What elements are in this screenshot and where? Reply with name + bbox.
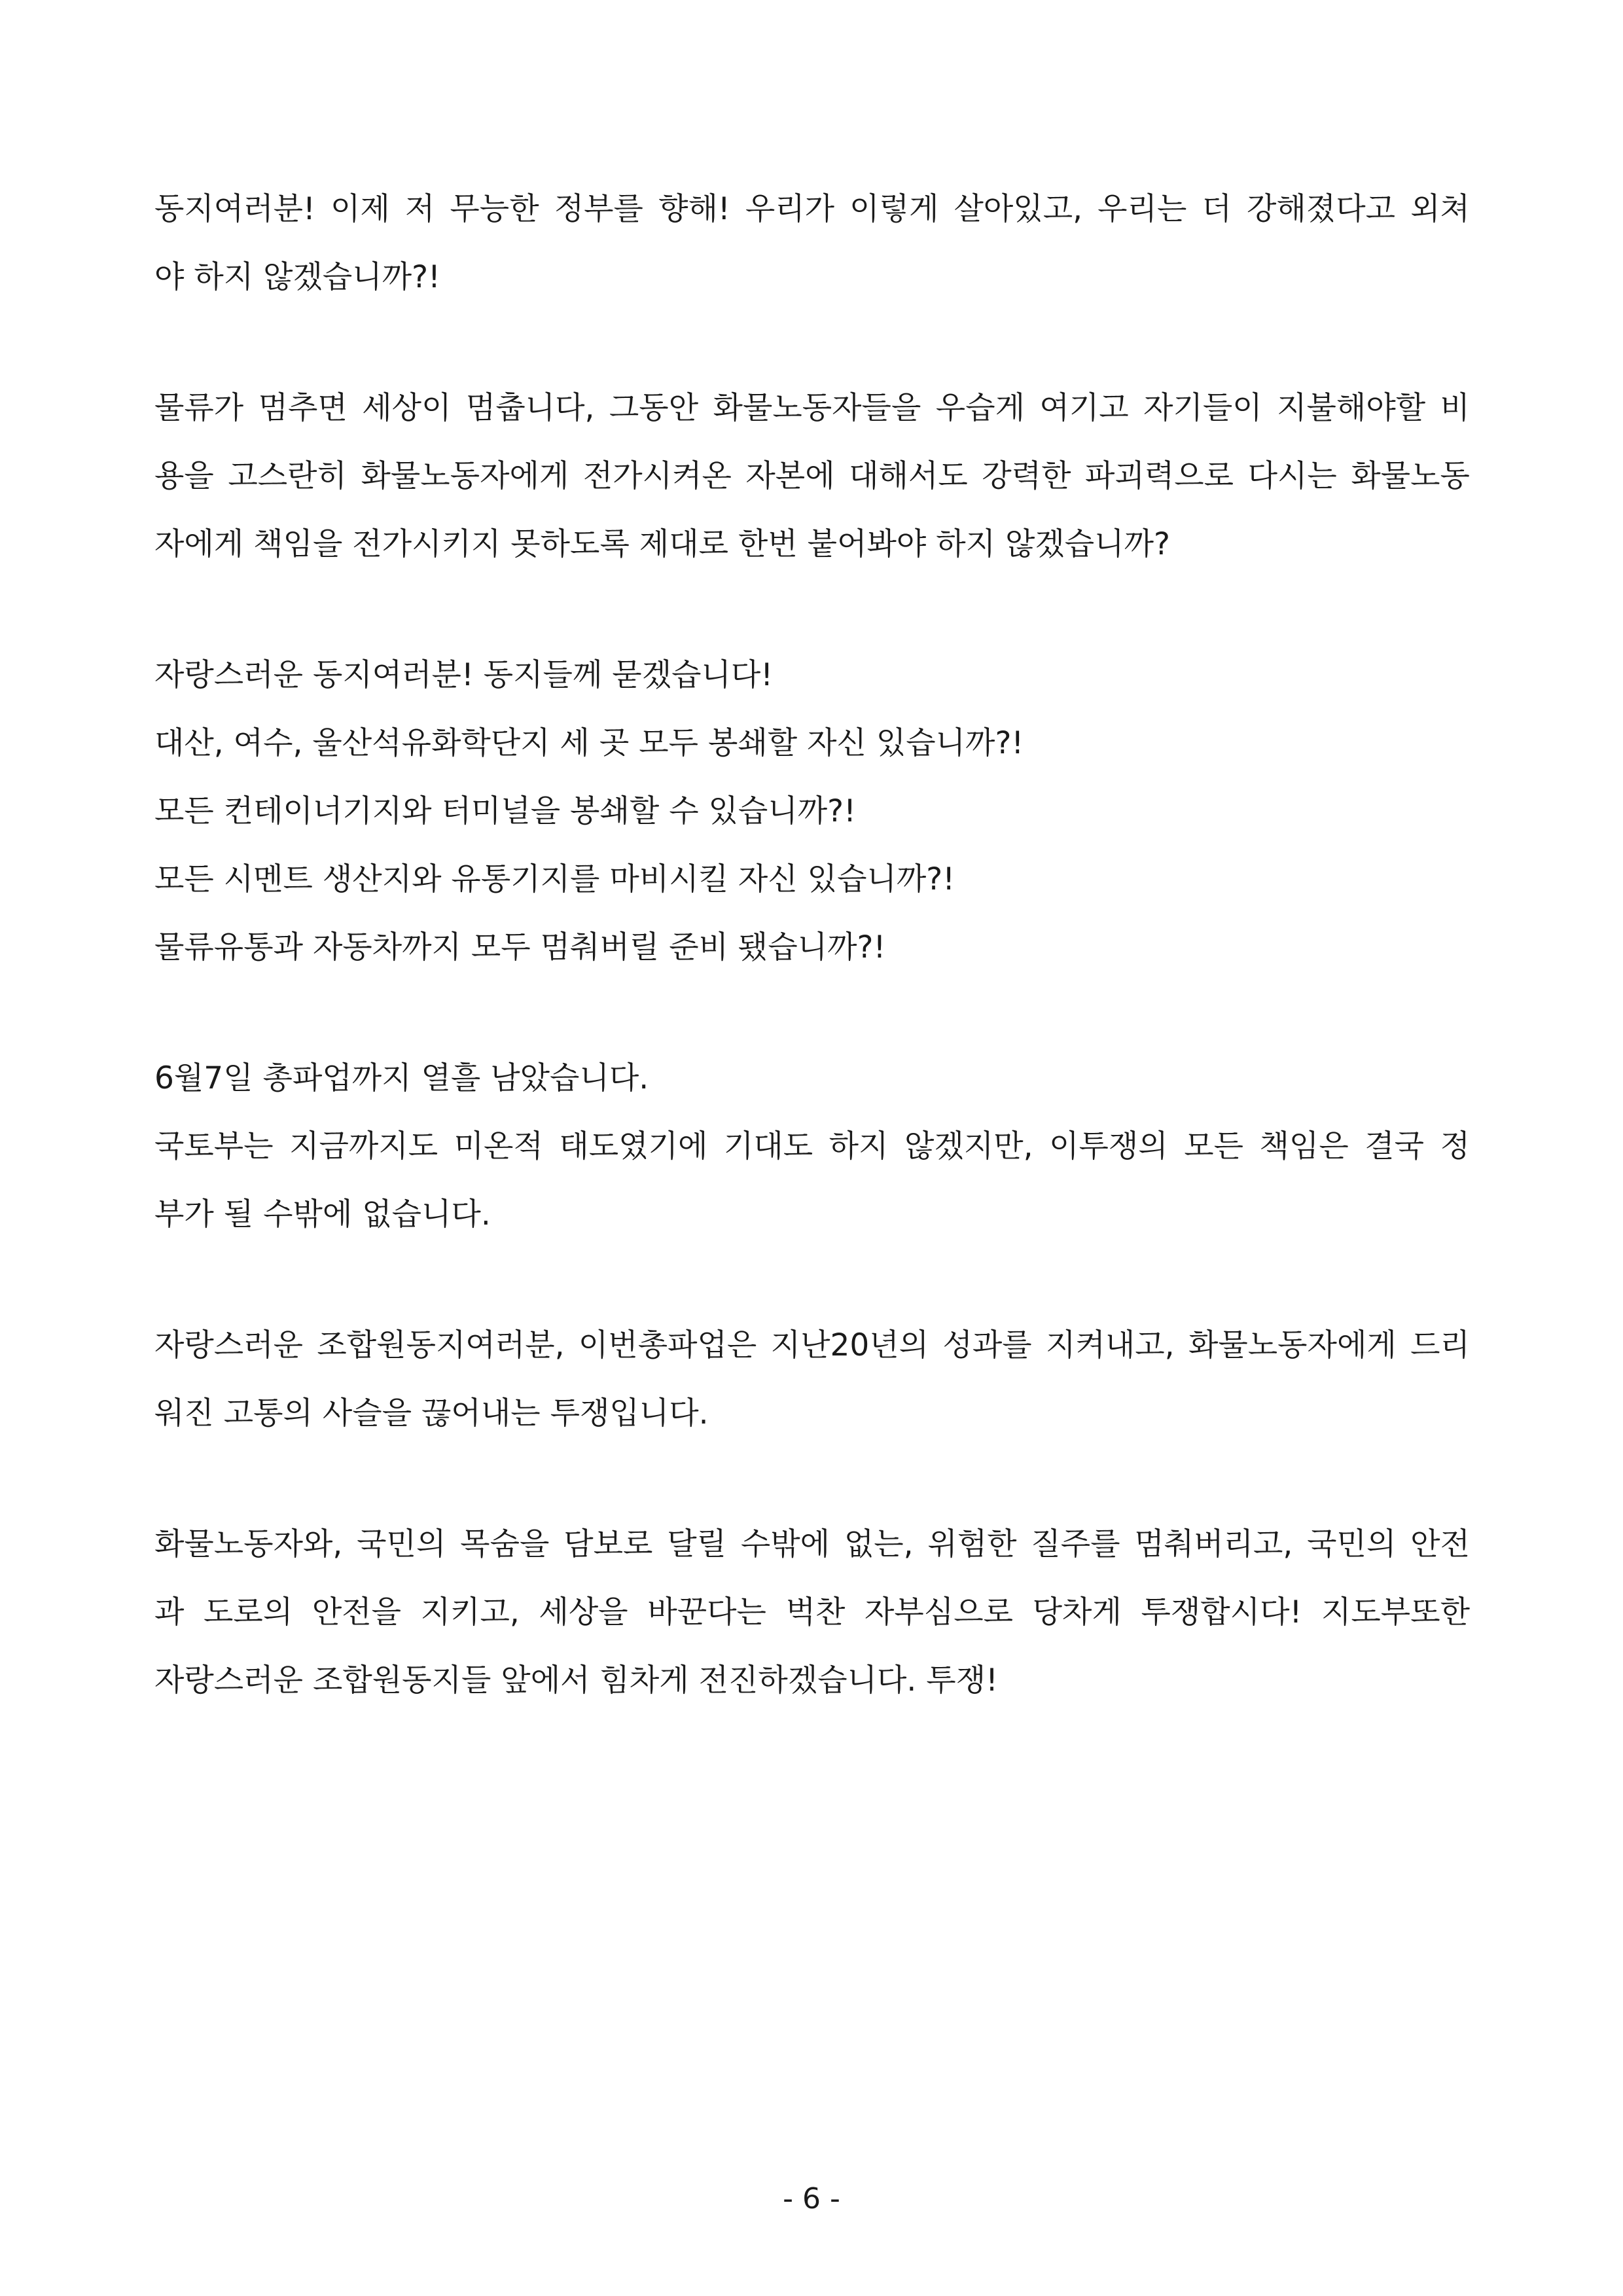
paragraph	[154, 1045, 1470, 1249]
text-line: 동지여러분! 이제 저 무능한 정부를 향해! 우리가 이렇게 살아있고, 우리는 더 강해졌다고 외쳐	[154, 191, 1470, 227]
text-line: 대산, 여수, 울산석유화학단지 세 곳 모두 봉쇄할 자신 있습니까?!	[154, 725, 1024, 761]
text-line: 6월7일 총파업까지 열흘 남았습니다.	[154, 1060, 649, 1096]
text-line: 물류가 멈추면 세상이 멈춥니다, 그동안 화물노동자들을 우습게 여기고 자기들이 지불해야할 비	[154, 390, 1470, 426]
text-line: 자랑스러운 조합원동지들 앞에서 힘차게 전진하겠습니다. 투쟁!	[154, 1662, 998, 1698]
text-line: 야 하지 않겠습니까?!	[154, 259, 440, 295]
text-line: 과 도로의 안전을 지키고, 세상을 바꾼다는 벅찬 자부심으로 당차게 투쟁합시다! 지도부또한	[154, 1594, 1470, 1630]
paragraph	[154, 1511, 1470, 1715]
text-line: 자에게 책임을 전가시키지 못하도록 제대로 한번 붙어봐야 하지 않겠습니까?	[154, 526, 1170, 562]
text-line: 모든 컨테이너기지와 터미널을 봉쇄할 수 있습니까?!	[154, 793, 856, 829]
text-line: 물류유통과 자동차까지 모두 멈춰버릴 준비 됐습니까?!	[154, 929, 886, 965]
text-line: 자랑스러운 조합원동지여러분, 이번총파업은 지난20년의 성과를 지켜내고, 화물노동자에게 드리	[154, 1327, 1470, 1363]
paragraph	[154, 175, 1470, 312]
text-line: 워진 고통의 사슬을 끊어내는 투쟁입니다.	[154, 1395, 709, 1431]
document-body	[154, 175, 1470, 1778]
text-line: 부가 될 수밖에 없습니다.	[154, 1196, 491, 1232]
text-line: 자랑스러운 동지여러분! 동지들께 묻겠습니다!	[154, 657, 774, 693]
text-line: 국토부는 지금까지도 미온적 태도였기에 기대도 하지 않겠지만, 이투쟁의 모든 책임은 결국 정	[154, 1128, 1470, 1164]
text-line: 모든 시멘트 생산지와 유통기지를 마비시킬 자신 있습니까?!	[154, 861, 955, 897]
paragraph	[154, 1312, 1470, 1448]
paragraph	[154, 641, 1470, 982]
paragraph	[154, 374, 1470, 579]
text-line: 화물노동자와, 국민의 목숨을 담보로 달릴 수밖에 없는, 위험한 질주를 멈춰버리고, 국민의 안전	[154, 1526, 1470, 1562]
page-number: - 6 -	[783, 2182, 840, 2215]
text-line: 용을 고스란히 화물노동자에게 전가시켜온 자본에 대해서도 강력한 파괴력으로 다시는 화물노동	[154, 458, 1470, 494]
